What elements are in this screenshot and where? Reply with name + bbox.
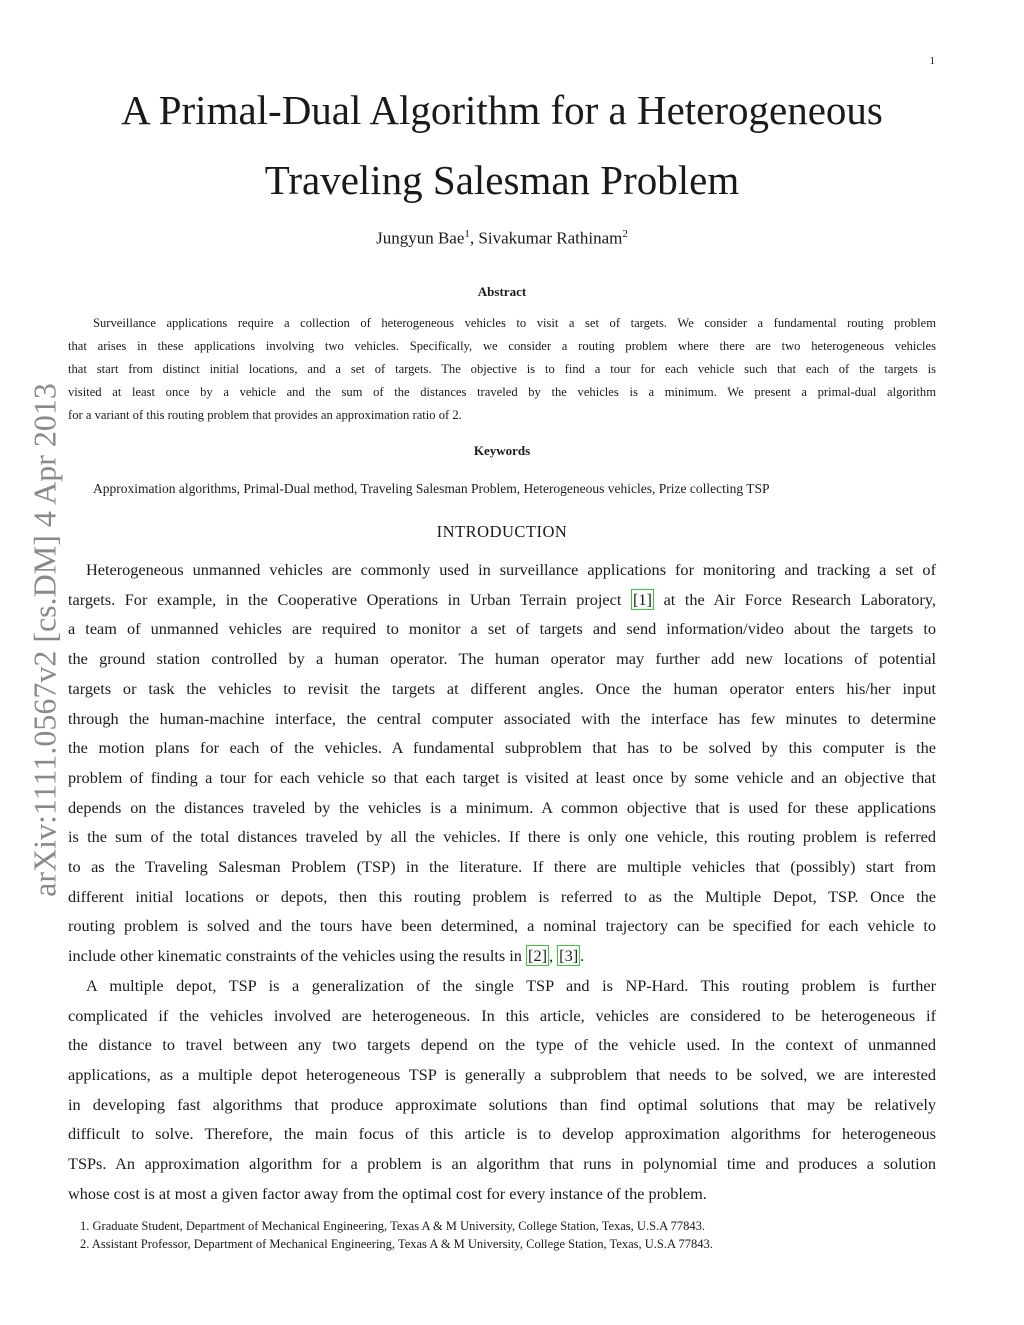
paragraph-line: through the human-machine interface, the central computer associated with the interface has few minutes to determine xyxy=(68,708,936,728)
abstract-line: that start from distinct initial locations, and a set of targets. The objective is to find a tour for each vehicle such that each of the targets is xyxy=(68,362,936,376)
citation-link[interactable]: [2] xyxy=(528,946,548,966)
author-separator: , xyxy=(469,228,479,248)
author-name: Sivakumar Rathinam xyxy=(478,228,623,248)
keywords-list: Approximation algorithms, Primal-Dual method, Traveling Salesman Problem, Heterogeneous vehicles, Prize collecting TSP xyxy=(93,481,770,496)
paper-title-line-2: Traveling Salesman Problem xyxy=(264,157,740,203)
paragraph-line: complicated if the vehicles involved are heterogeneous. In this article, vehicles are considered to be heterogeneous if xyxy=(68,1005,936,1025)
author-affiliation-mark: 2 xyxy=(622,228,628,240)
paragraph-line: routing problem is solved and the tours have been determined, a nominal trajectory can be specified for each vehicle to xyxy=(68,916,936,936)
citation-link[interactable]: [3] xyxy=(559,946,579,966)
footnote: 2. Assistant Professor, Department of Mechanical Engineering, Texas A & M University, College Station, Texas, U.S.A 77843. xyxy=(80,1237,713,1251)
abstract-line: visited at least once by a vehicle and the sum of the distances traveled by the vehicles is a minimum. We present a primal-dual algorithm xyxy=(68,385,936,399)
author-list xyxy=(0,228,1004,249)
page-number: 1 xyxy=(929,55,935,67)
author-name: Jungyun Bae xyxy=(376,228,465,248)
paragraph-line: to as the Traveling Salesman Problem (TSP) in the literature. If there are multiple vehicles that (possibly) start from xyxy=(68,857,936,876)
paragraph-line: is the sum of the total distances traveled by all the vehicles. If there is only one vehicle, this routing problem is referred xyxy=(68,827,936,847)
paragraph-line: targets or task the vehicles to revisit the targets at different angles. Once the human operator enters his/her input xyxy=(68,678,936,698)
footnote: 1. Graduate Student, Department of Mechanical Engineering, Texas A & M University, College Station, Texas, U.S.A 77843. xyxy=(80,1219,705,1233)
paragraph-line: targets. For example, in the Cooperative Operations in Urban Terrain project [1] at the Air Force Research Laboratory, xyxy=(68,589,936,609)
abstract-line: that arises in these applications involving two vehicles. Specifically, we consider a routing problem where there are two heterogeneous vehicles xyxy=(68,339,936,353)
keywords-heading: Keywords xyxy=(473,443,531,458)
paragraph-line: include other kinematic constraints of the vehicles using the results in [2] , [3] . xyxy=(68,946,585,966)
abstract-line: for a variant of this routing problem that provides an approximation ratio of 2. xyxy=(68,408,462,422)
paper-title-line-1: A Primal-Dual Algorithm for a Heterogeneous xyxy=(121,87,883,133)
paragraph-line: Heterogeneous unmanned vehicles are commonly used in surveillance applications for monitoring and tracking a set of xyxy=(86,560,936,579)
paragraph-line: the ground station controlled by a human operator. The human operator may further add new locations of potential xyxy=(68,649,936,669)
author-affiliation-mark: 1 xyxy=(464,228,470,240)
paragraph-line: depends on the distances traveled by the vehicles is a minimum. A common objective that is used for these applications xyxy=(68,797,936,817)
paragraph-line: TSPs. An approximation algorithm for a problem is an algorithm that runs in polynomial time and produces a solution xyxy=(68,1154,936,1173)
abstract-heading: Abstract xyxy=(477,284,527,299)
paragraph-line: the distance to travel between any two targets depend on the type of the vehicle used. In the context of unmanned xyxy=(68,1035,936,1055)
paragraph-line: a team of unmanned vehicles are required to monitor a set of targets and send information/video about the targets to xyxy=(68,619,936,639)
citation-link[interactable]: [1] xyxy=(633,589,652,609)
paragraph-line: problem of finding a tour for each vehicle so that each target is visited at least once by some vehicle and an objective that xyxy=(68,767,936,787)
arxiv-identifier-stamp: arXiv:1111.0567v2 [cs.DM] 4 Apr 2013 xyxy=(26,383,63,897)
section-heading-introduction: INTRODUCTION xyxy=(436,522,568,541)
paragraph-line: difficult to solve. Therefore, the main focus of this article is to develop approximation algorithms for heterogeneous xyxy=(68,1124,936,1144)
paragraph-line: in developing fast algorithms that produce approximate solutions than find optimal solutions that may be relatively xyxy=(68,1094,936,1114)
abstract-line: Surveillance applications require a collection of heterogeneous vehicles to visit a set of targets. We consider a fundamental routing problem xyxy=(93,316,936,330)
paragraph-line: A multiple depot, TSP is a generalization of the single TSP and is NP-Hard. This routing problem is further xyxy=(86,975,936,995)
paragraph-line: the motion plans for each of the vehicles. A fundamental subproblem that has to be solved by this computer is the xyxy=(68,738,936,758)
paragraph-line: applications, as a multiple depot heterogeneous TSP is generally a subproblem that needs to be solved, we are interested xyxy=(68,1064,936,1084)
paragraph-line: whose cost is at most a given factor away from the optimal cost for every instance of the problem. xyxy=(68,1183,707,1203)
paragraph-line: different initial locations or depots, then this routing problem is referred to as the Multiple Depot, TSP. Once the xyxy=(68,886,936,906)
